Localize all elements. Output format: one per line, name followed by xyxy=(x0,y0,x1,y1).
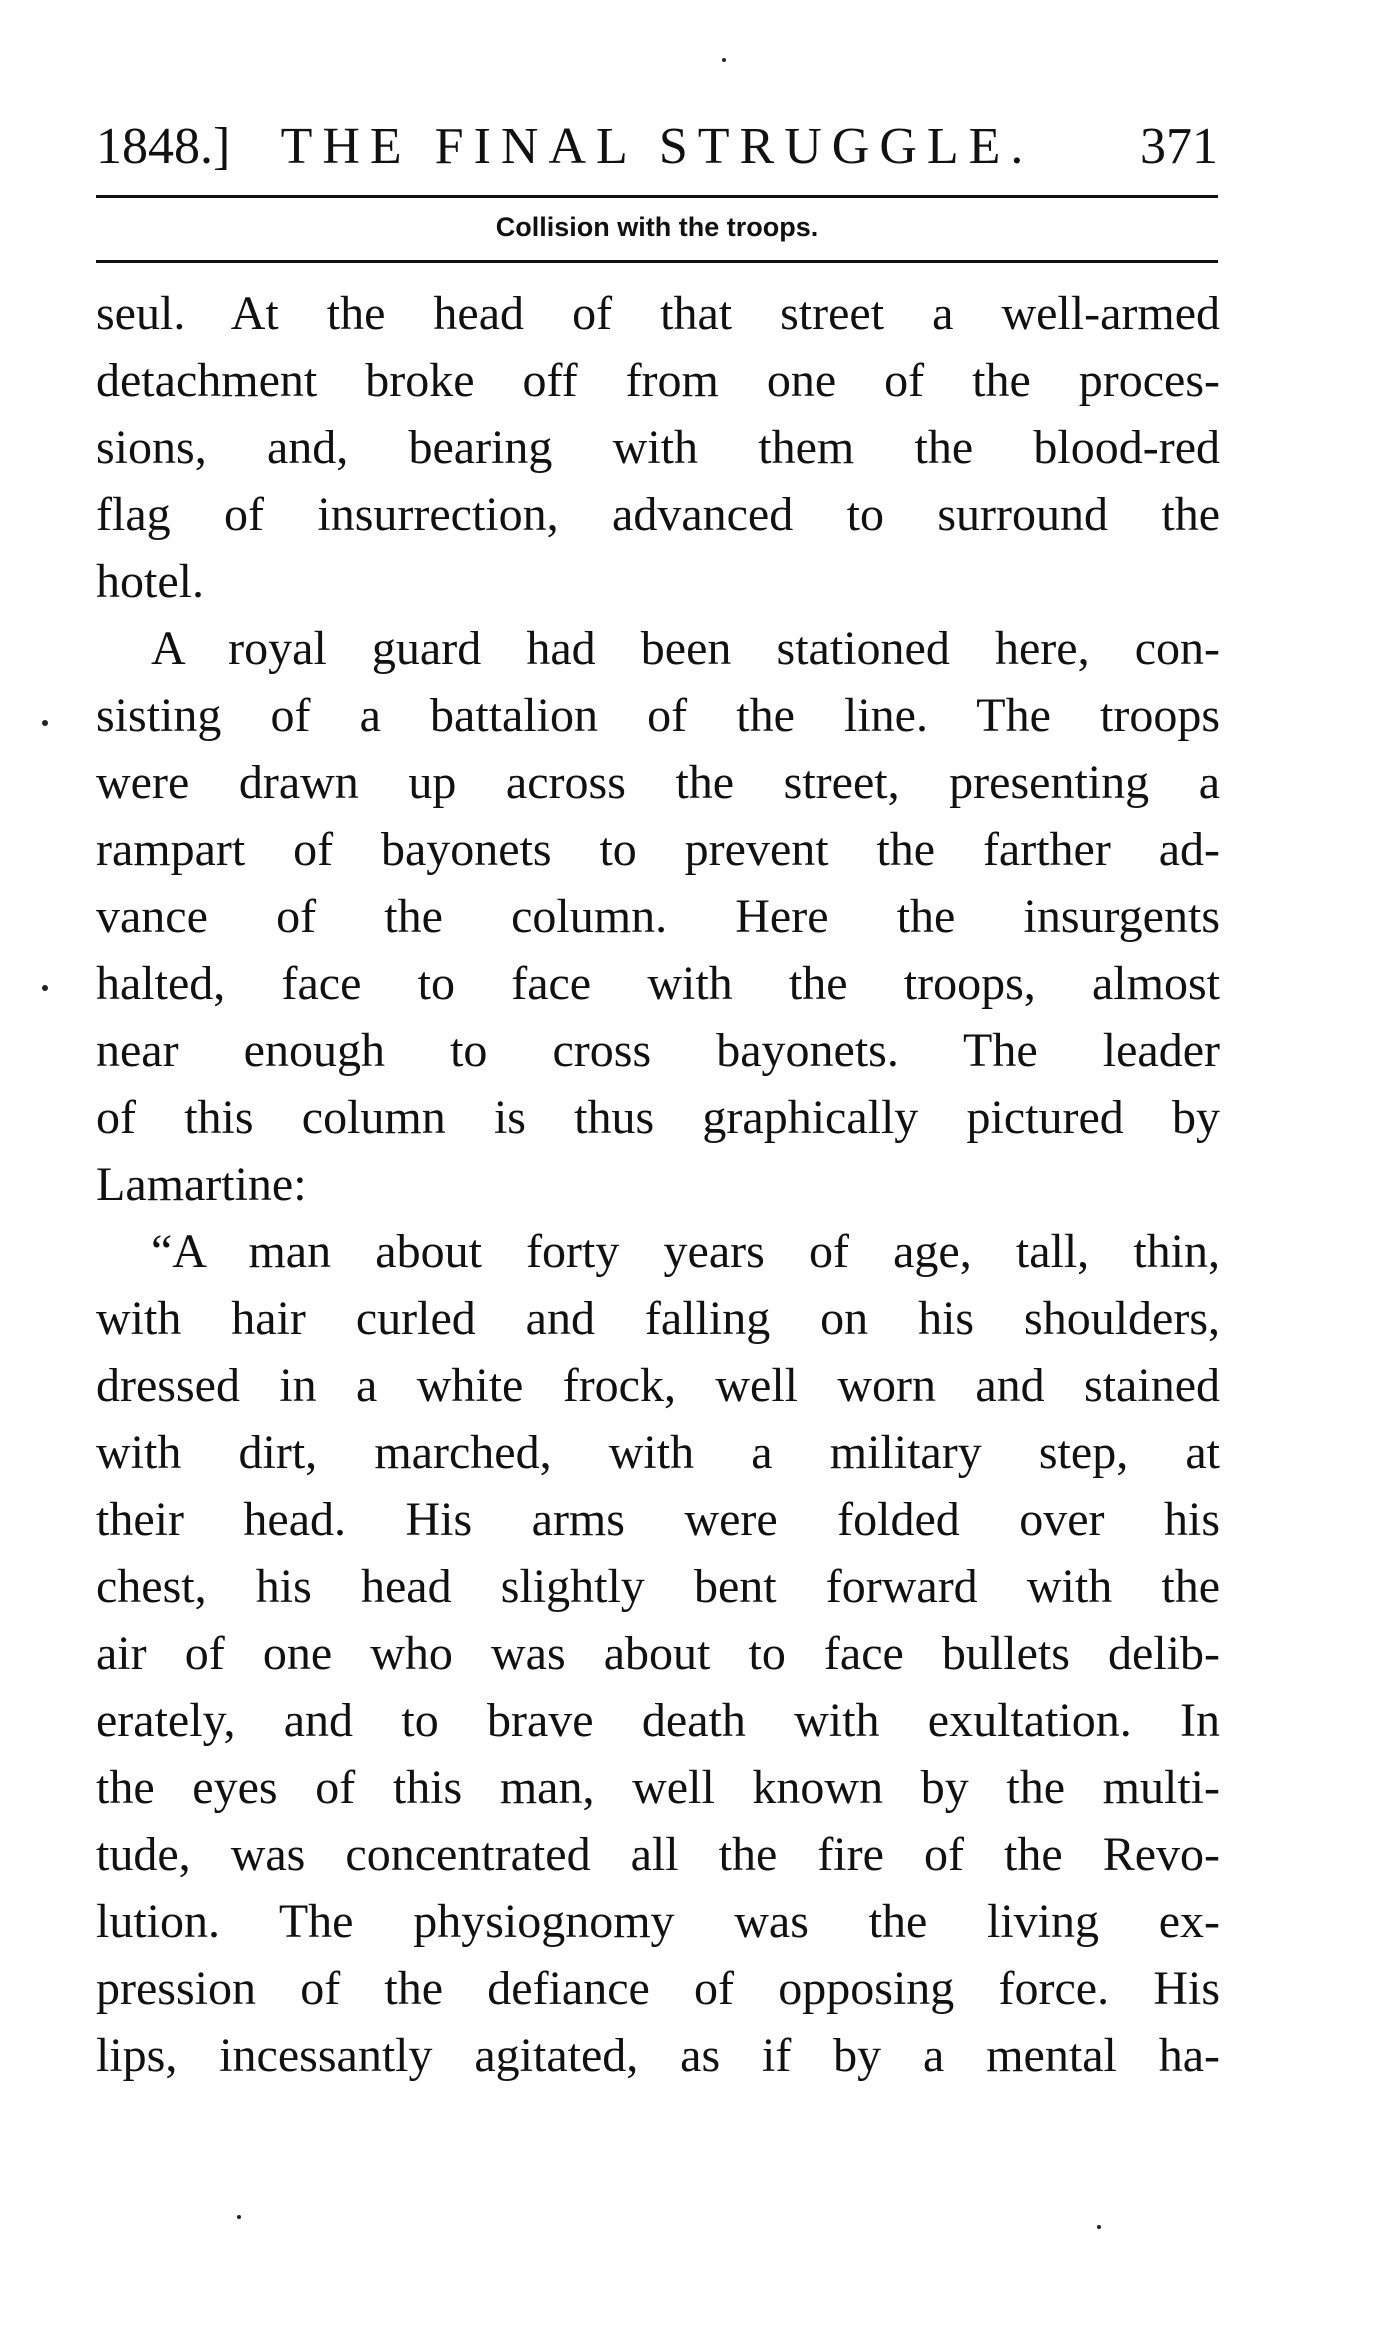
margin-speck xyxy=(237,2215,241,2219)
text-line: sions, and, bearing with them the blood-red xyxy=(96,421,1220,474)
text-line: were drawn up across the street, presenting a xyxy=(96,756,1220,809)
text-line: of this column is thus graphically pictured by xyxy=(96,1091,1220,1144)
text-line: seul. At the head of that street a well-armed xyxy=(96,287,1220,340)
text-line: with hair curled and falling on his shoulders, xyxy=(96,1292,1220,1345)
chapter-title: THE FINAL STRUGGLE. xyxy=(280,118,1034,175)
page-number: 371 xyxy=(1140,118,1218,175)
text-line: lution. The physiognomy was the living ex- xyxy=(96,1895,1220,1948)
text-line: their head. His arms were folded over his xyxy=(96,1493,1220,1546)
text-line: tude, was concentrated all the fire of the Revo- xyxy=(96,1828,1220,1881)
header-rule-top xyxy=(96,195,1218,198)
text-line: hotel. xyxy=(96,555,204,608)
text-line: chest, his head slightly bent forward with the xyxy=(96,1560,1220,1613)
text-line: near enough to cross bayonets. The leader xyxy=(96,1024,1220,1077)
margin-speck xyxy=(1097,2225,1101,2229)
text-line: rampart of bayonets to prevent the farther ad- xyxy=(96,823,1220,876)
text-line: pression of the defiance of opposing force. His xyxy=(96,1962,1220,2015)
text-line: with dirt, marched, with a military step, at xyxy=(96,1426,1220,1479)
text-line: halted, face to face with the troops, almost xyxy=(96,957,1220,1010)
body-text xyxy=(96,280,1220,2089)
margin-speck xyxy=(42,985,48,991)
margin-speck xyxy=(42,720,48,726)
text-line: dressed in a white frock, well worn and stained xyxy=(96,1359,1220,1412)
text-line: sisting of a battalion of the line. The troops xyxy=(96,689,1220,742)
text-line: detachment broke off from one of the proces- xyxy=(96,354,1220,407)
running-head xyxy=(96,112,1218,182)
section-subheading: Collision with the troops. xyxy=(495,212,819,242)
text-line: vance of the column. Here the insurgents xyxy=(96,890,1220,943)
text-line: lips, incessantly agitated, as if by a mental ha- xyxy=(96,2029,1220,2082)
header-rule-bottom xyxy=(96,260,1218,263)
text-line: air of one who was about to face bullets delib- xyxy=(96,1627,1220,1680)
text-line: erately, and to brave death with exultation. In xyxy=(96,1694,1220,1747)
text-line: “A man about forty years of age, tall, thin, xyxy=(151,1225,1220,1278)
margin-speck xyxy=(722,58,726,62)
text-line: A royal guard had been stationed here, con- xyxy=(151,622,1220,675)
text-line: the eyes of this man, well known by the multi- xyxy=(96,1761,1220,1814)
text-line: Lamartine: xyxy=(96,1158,307,1211)
header-year: 1848.] xyxy=(96,118,231,175)
text-line: flag of insurrection, advanced to surround the xyxy=(96,488,1220,541)
